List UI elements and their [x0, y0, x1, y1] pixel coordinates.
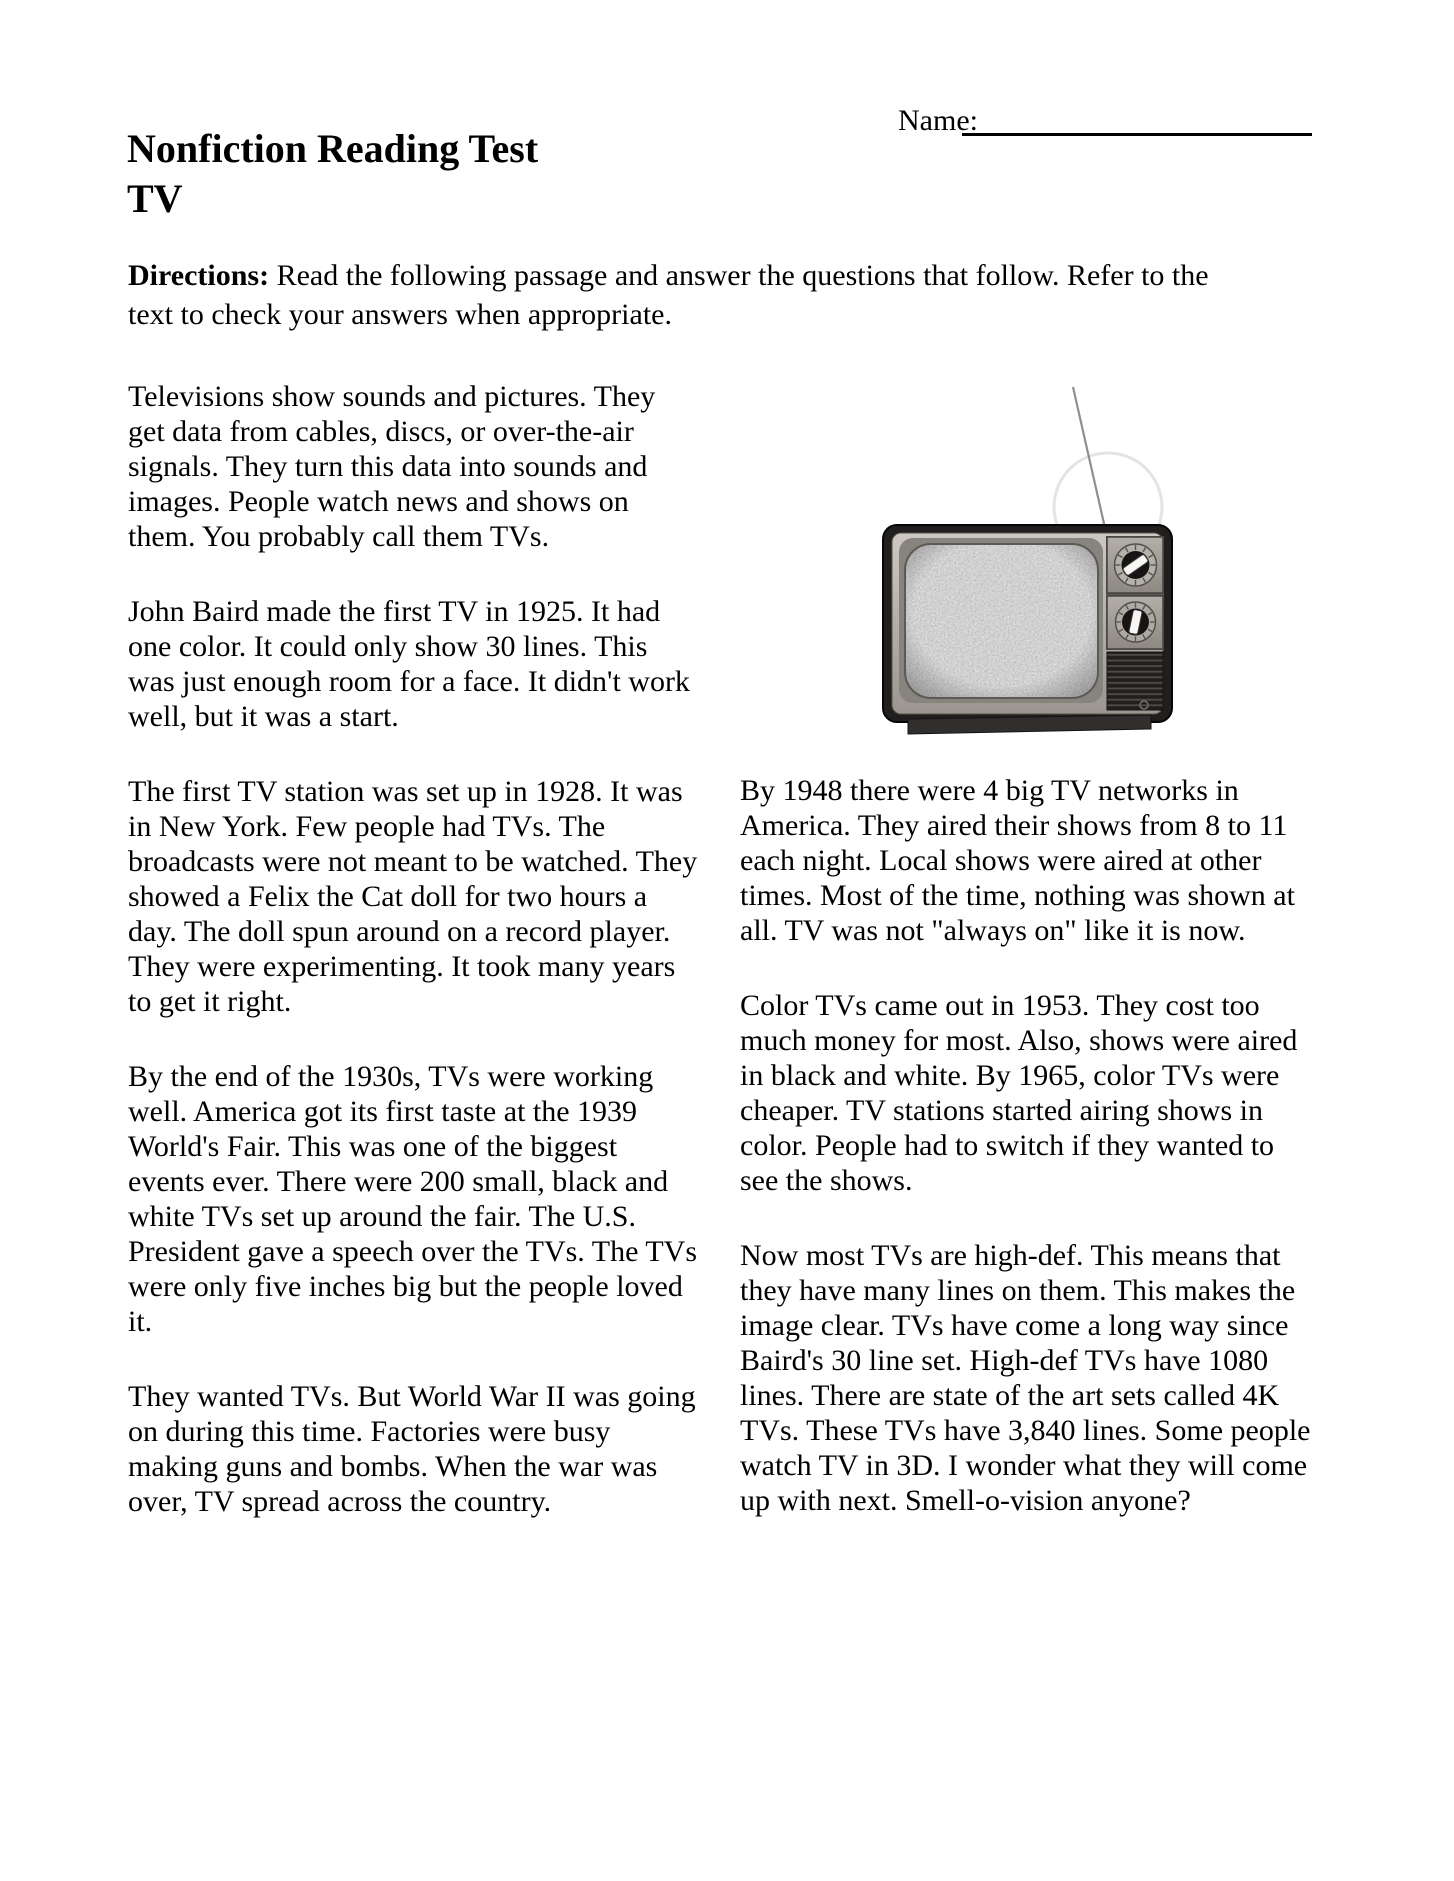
directions-label: Directions:: [128, 259, 270, 292]
passage-paragraph: By 1948 there were 4 big TV networks in America. They aired their shows from 8 to 11 each night. Local shows were aired at other times. Most of the time, nothing was shown at all. TV was not "always on" like it is now.: [740, 774, 1295, 947]
passage-right-column: [740, 773, 1318, 1558]
passage-paragraph: Televisions show sounds and pictures. They get data from cables, discs, or over-the-air signals. They turn this data into sounds and images. People watch news and shows on them. You probably call them TVs.: [128, 380, 656, 553]
name-label: Name:: [898, 104, 978, 137]
directions: [128, 256, 1228, 334]
speaker-grille-icon: [1107, 652, 1163, 710]
passage-paragraph: The first TV station was set up in 1928. It was in New York. Few people had TVs. The broadcasts were not meant to be watched. They showed a Felix the Cat doll for two hours a day. The doll spun around on a record player. They were experimenting. It took many years to get it right.: [128, 775, 698, 1018]
page-title: [127, 124, 538, 224]
passage-paragraph: Color TVs came out in 1953. They cost too much money for most. Also, shows were aired in black and white. By 1965, color TVs were cheaper. TV stations started airing shows in color. People had to switch if they wanted to see the shows.: [740, 989, 1298, 1197]
tuner-knob-icon: [1116, 602, 1156, 642]
directions-text: Read the following passage and answer the questions that follow. Refer to the text to check your answers when appropriate.: [128, 259, 1209, 331]
passage-paragraph: By the end of the 1930s, TVs were working well. America got its first taste at the 1939 World's Fair. This was one of the biggest events ever. There were 200 small, black and white TVs set up around the fair. The U.S. President gave a speech over the TVs. The TVs were only five inches big but the people loved it.: [128, 1060, 698, 1338]
passage-left-column: [128, 379, 698, 1559]
name-blank-line: [962, 100, 1312, 136]
passage-paragraph: John Baird made the first TV in 1925. It had one color. It could only show 30 lines. This was just enough room for a face. It didn't work well, but it was a start.: [128, 595, 690, 733]
antenna-icon: [1073, 387, 1105, 528]
passage-paragraph: Now most TVs are high-def. This means that they have many lines on them. This makes the image clear. TVs have come a long way since Baird's 30 line set. High-def TVs have 1080 lines. There are state of the art sets called 4K TVs. These TVs have 3,840 lines. Some people watch TV in 3D. I wonder what they will come up with next. Smell-o-vision anyone?: [740, 1239, 1311, 1517]
channel-knob-icon: [1115, 544, 1157, 586]
title-line-2: TV: [127, 176, 183, 221]
title-line-1: Nonfiction Reading Test: [127, 126, 539, 171]
tv-screen: [895, 534, 1109, 710]
passage-paragraph: They wanted TVs. But World War II was going on during this time. Factories were busy making guns and bombs. When the war was over, TV spread across the country.: [128, 1380, 696, 1518]
tv-illustration: [855, 378, 1185, 738]
tv-control-panel: [1106, 536, 1164, 710]
